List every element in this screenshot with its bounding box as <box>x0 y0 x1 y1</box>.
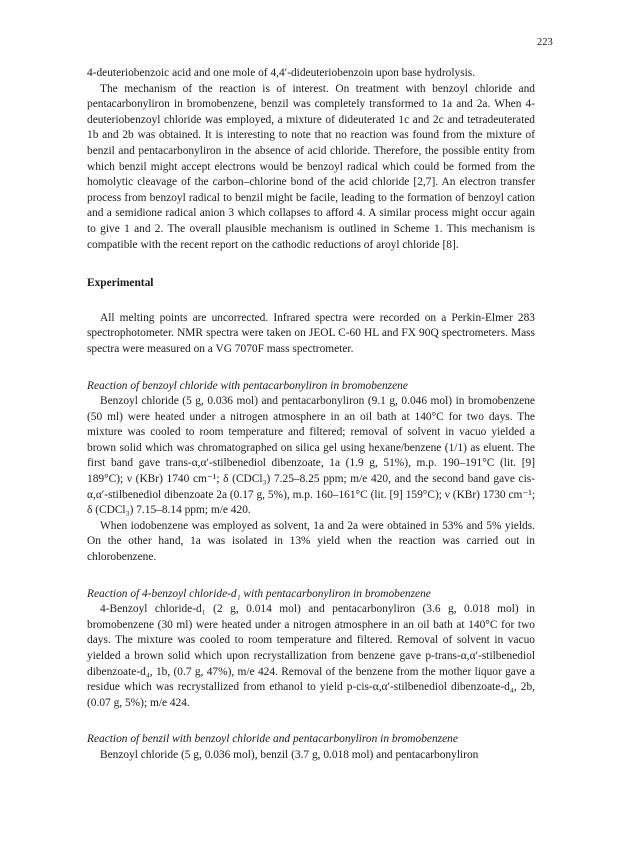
paragraph: Benzoyl chloride (5 g, 0.036 mol) and pentacarbonyliron (9.1 g, 0.046 mol) in bromobenzene (50 ml) were heated under a nitrogen atmosphere in an oil bath at 140°C for two days. The mixture was cooled to room temperature and filtered; removal of solvent in vacuo yielded a brown solid which was chromatographed on silica gel using hexane/benzene (1/1) as eluent. The first band gave trans-α,α′-stilbenediol dibenzoate, 1a (1.9 g, 51%), m.p. 190–191°C (lit. [9] 189°C); ν (KBr) 1740 cm⁻¹; δ (CDCl₃) 7.25–8.25 ppm; m/e 420, and the second band gave cis-α,α′-stilbenediol dibenzoate 2a (0.17 g, 5%), m.p. 160–161°C (lit. [9] 159°C); ν (KBr) 1730 cm⁻¹; δ (CDCl₃) 7.15–8.14 ppm; m/e 420. <box>87 395 535 517</box>
block-gap <box>87 253 535 276</box>
block-gap <box>87 358 535 379</box>
paragraph: Benzoyl chloride (5 g, 0.036 mol), benzil (3.7 g, 0.018 mol) and pentacarbonyliron <box>100 748 479 761</box>
page-number: 223 <box>537 37 553 48</box>
section-heading: Experimental <box>87 277 154 290</box>
paragraph: When iodobenzene was employed as solvent, 1a and 2a were obtained in 53% and 5% yields. On the other hand, 1a was isolated in 13% yield when the reaction was carried out in chlorobenzene. <box>87 519 535 564</box>
subsection-heading: Reaction of 4-benzoyl chloride-d₁ with pentacarbonyliron in bromobenzene <box>87 587 431 600</box>
subsection-heading: Reaction of benzil with benzoyl chloride and pentacarbonyliron in bromobenzene <box>87 733 458 746</box>
paragraph: 4-Benzoyl chloride-d₁ (2 g, 0.014 mol) and pentacarbonyliron (3.6 g, 0.018 mol) in bromobenzene (30 ml) were heated under a nitrogen atmosphere in an oil bath at 140°C for two days. The mixture was cooled to room temperature and filtered. Removal of solvent in vacuo yielded a brown solid which upon recrystallization from benzene gave p-trans-α,α′-stilbenediol dibenzoate-d₄, 1b, (0.7 g, 47%), m/e 424. Removal of the benzene from the mother liquor gave a residue which was recrystallized from ethanol to yield p-cis-α,α′-stilbenediol dibenzoate-d₄, 2b, (0.07 g, 5%); m/e 424. <box>87 603 535 709</box>
block-gap <box>87 711 535 732</box>
paragraph: All melting points are uncorrected. Infrared spectra were recorded on a Perkin-Elmer 283 spectrophotometer. NMR spectra were taken on JEOL C-60 HL and FX 90Q spectrometers. Mass spectra were measured on a VG 7070F mass spectrometer. <box>87 311 535 355</box>
block-gap <box>87 292 535 311</box>
paragraph: The mechanism of the reaction is of interest. On treatment with benzoyl chloride and pentacarbonyliron in bromobenzene, benzil was completely transformed to 1a and 2a. When 4-deuteriobenzoyl chloride was employed, a mixture of dideuterated 1c and 2c and tetradeuterated 1b and 2b was obtained. It is interesting to note that no reaction was found from the mixture of benzil and pentacarbonyliron in the absence of acid chloride. Therefore, the possible entity from which benzil might accept electrons would be benzoyl radical which could be formed from the homolytic cleavage of the carbon–chlorine bond of the acid chloride [2,7]. An electron transfer process from benzoyl radical to benzil might be facile, leading to the formation of benzoyl cation and a semidione radical anion 3 which collapses to afford 4. A similar process might occur again to give 1 and 2. The overall plausible mechanism is outlined in Scheme 1. This mechanism is compatible with the recent report on the cathodic reductions of aroyl chloride [8]. <box>87 82 535 251</box>
subsection-heading: Reaction of benzoyl chloride with pentacarbonyliron in bromobenzene <box>87 379 408 392</box>
body-text <box>87 66 535 764</box>
block-gap <box>87 566 535 587</box>
paragraph: 4-deuteriobenzoic acid and one mole of 4,4′-dideuteriobenzoin upon base hydrolysis. <box>87 67 476 79</box>
